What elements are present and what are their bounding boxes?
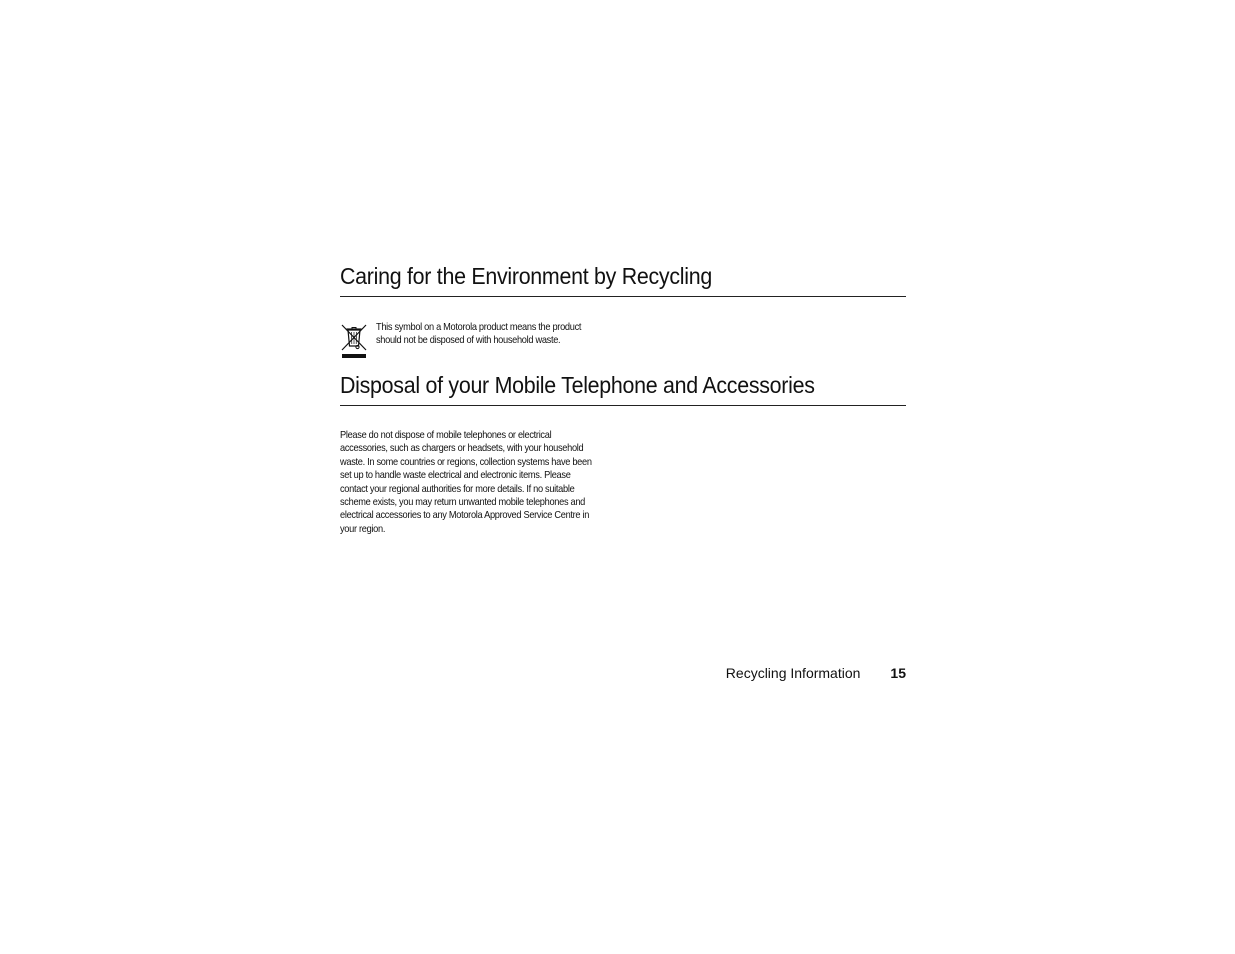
section-disposal: [340, 371, 906, 536]
weee-notice: [340, 321, 906, 361]
page-footer: [600, 665, 906, 681]
section-environment-header: [340, 262, 906, 297]
document-page: [340, 262, 906, 536]
disposal-body-text: Please do not dispose of mobile telephones or electrical accessories, such as chargers or headsets, with your household waste. In some countries or regions, collection systems have been set up to handle waste electrical and electronic items. Please contact your regional authorities for more details. If no suitable scheme exists, you may return unwanted mobile telephones and electrical accessories to any Motorola Approved Service Centre in your region.: [340, 429, 592, 535]
footer-section-label: Recycling Information: [725, 665, 861, 681]
section-title-disposal: Disposal of your Mobile Telephone and Accessories: [340, 372, 815, 398]
weee-notice-text: This symbol on a Motorola product means the product should not be disposed of with household waste.: [376, 321, 582, 346]
page-number: 15: [890, 665, 906, 681]
crossed-out-wheelie-bin-icon: [340, 321, 368, 359]
section-disposal-header: [340, 371, 906, 406]
section-title-environment: Caring for the Environment by Recycling: [340, 263, 712, 289]
